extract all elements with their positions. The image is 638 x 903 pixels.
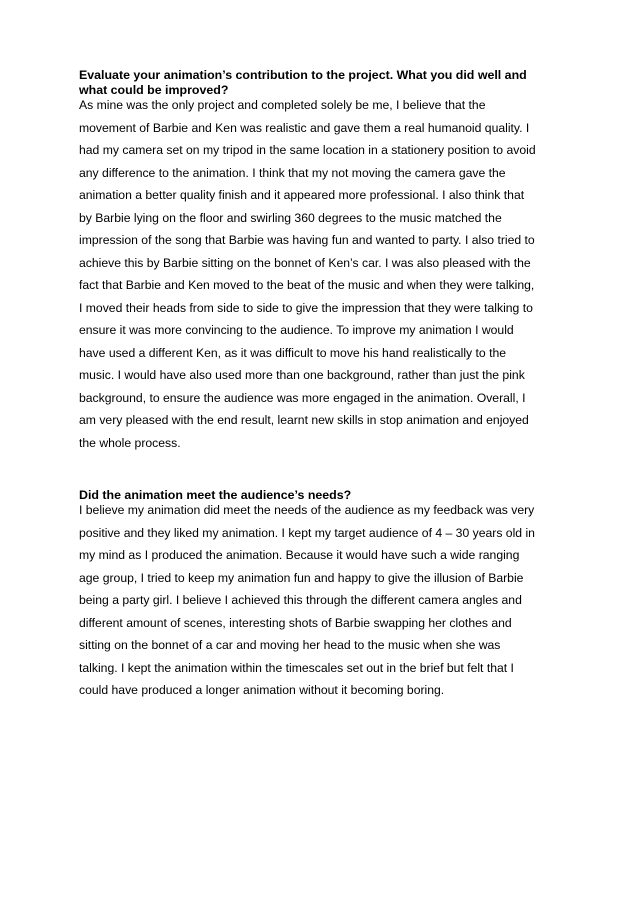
text-line: different amount of scenes, interesting shots of Barbie swapping her clothes and: [79, 615, 512, 630]
text-line: had my camera set on my tripod in the same location in a stationery position to avoid: [79, 143, 536, 157]
section-heading: [79, 68, 569, 98]
heading-line: Evaluate your animation’s contribution to the project. What you did well and: [79, 68, 527, 82]
text-line: am very pleased with the end result, learnt new skills in stop animation and enjoyed: [79, 413, 529, 427]
text-line: any difference to the animation. I think that my not moving the camera gave the: [79, 165, 506, 180]
text-line: age group, I tried to keep my animation fun and happy to give the illusion of Barbie: [79, 570, 524, 585]
text-line: fact that Barbie and Ken moved to the beat of the music and when they were talking,: [79, 278, 535, 292]
section-paragraph: [79, 98, 569, 458]
text-line: by Barbie lying on the floor and swirling 360 degrees to the music matched the: [79, 210, 502, 225]
text-line: I moved their heads from side to side to give the impression that they were talking to: [79, 300, 533, 315]
heading-line: Did the animation meet the audience’s needs?: [79, 488, 352, 502]
text-line: talking. I kept the animation within the timescales set out in the brief but felt that I: [79, 660, 514, 675]
text-line: positive and they liked my animation. I kept my target audience of 4 – 30 years old in: [79, 525, 535, 540]
heading-line: what could be improved?: [79, 83, 229, 97]
text-line: I believe my animation did meet the needs of the audience as my feedback was very: [79, 503, 535, 517]
text-line: could have produced a longer animation without it becoming boring.: [79, 683, 445, 697]
text-line: impression of the song that Barbie was having fun and wanted to party. I also tried to: [79, 233, 535, 247]
text-line: have used a different Ken, as it was difficult to move his hand realistically to the: [79, 345, 507, 360]
text-line: ensure it was more convincing to the audience. To improve my animation I would: [79, 323, 514, 337]
text-line: achieve this by Barbie sitting on the bonnet of Ken’s car. I was also pleased with the: [79, 255, 531, 270]
text-line: my mind as I produced the animation. Because it would have such a wide ranging: [79, 548, 520, 562]
section-evaluation: [79, 68, 569, 458]
section-paragraph: [79, 503, 569, 706]
text-line: background, to ensure the audience was more engaged in the animation. Overall, I: [79, 390, 526, 405]
text-line: being a party girl. I believe I achieved this through the different camera angles and: [79, 593, 522, 607]
section-audience-needs: [79, 488, 569, 706]
text-line: the whole process.: [79, 435, 181, 450]
text-line: sitting on the bonnet of a car and moving her head to the music when she was: [79, 638, 501, 652]
text-line: animation a better quality finish and it appeared more professional. I also think that: [79, 188, 525, 202]
section-heading: [79, 488, 569, 503]
text-line: music. I would have also used more than one background, rather than just the pink: [79, 368, 525, 382]
text-line: As mine was the only project and completed solely be me, I believe that the: [79, 98, 486, 112]
text-line: movement of Barbie and Ken was realistic and gave them a real humanoid quality. I: [79, 120, 530, 135]
